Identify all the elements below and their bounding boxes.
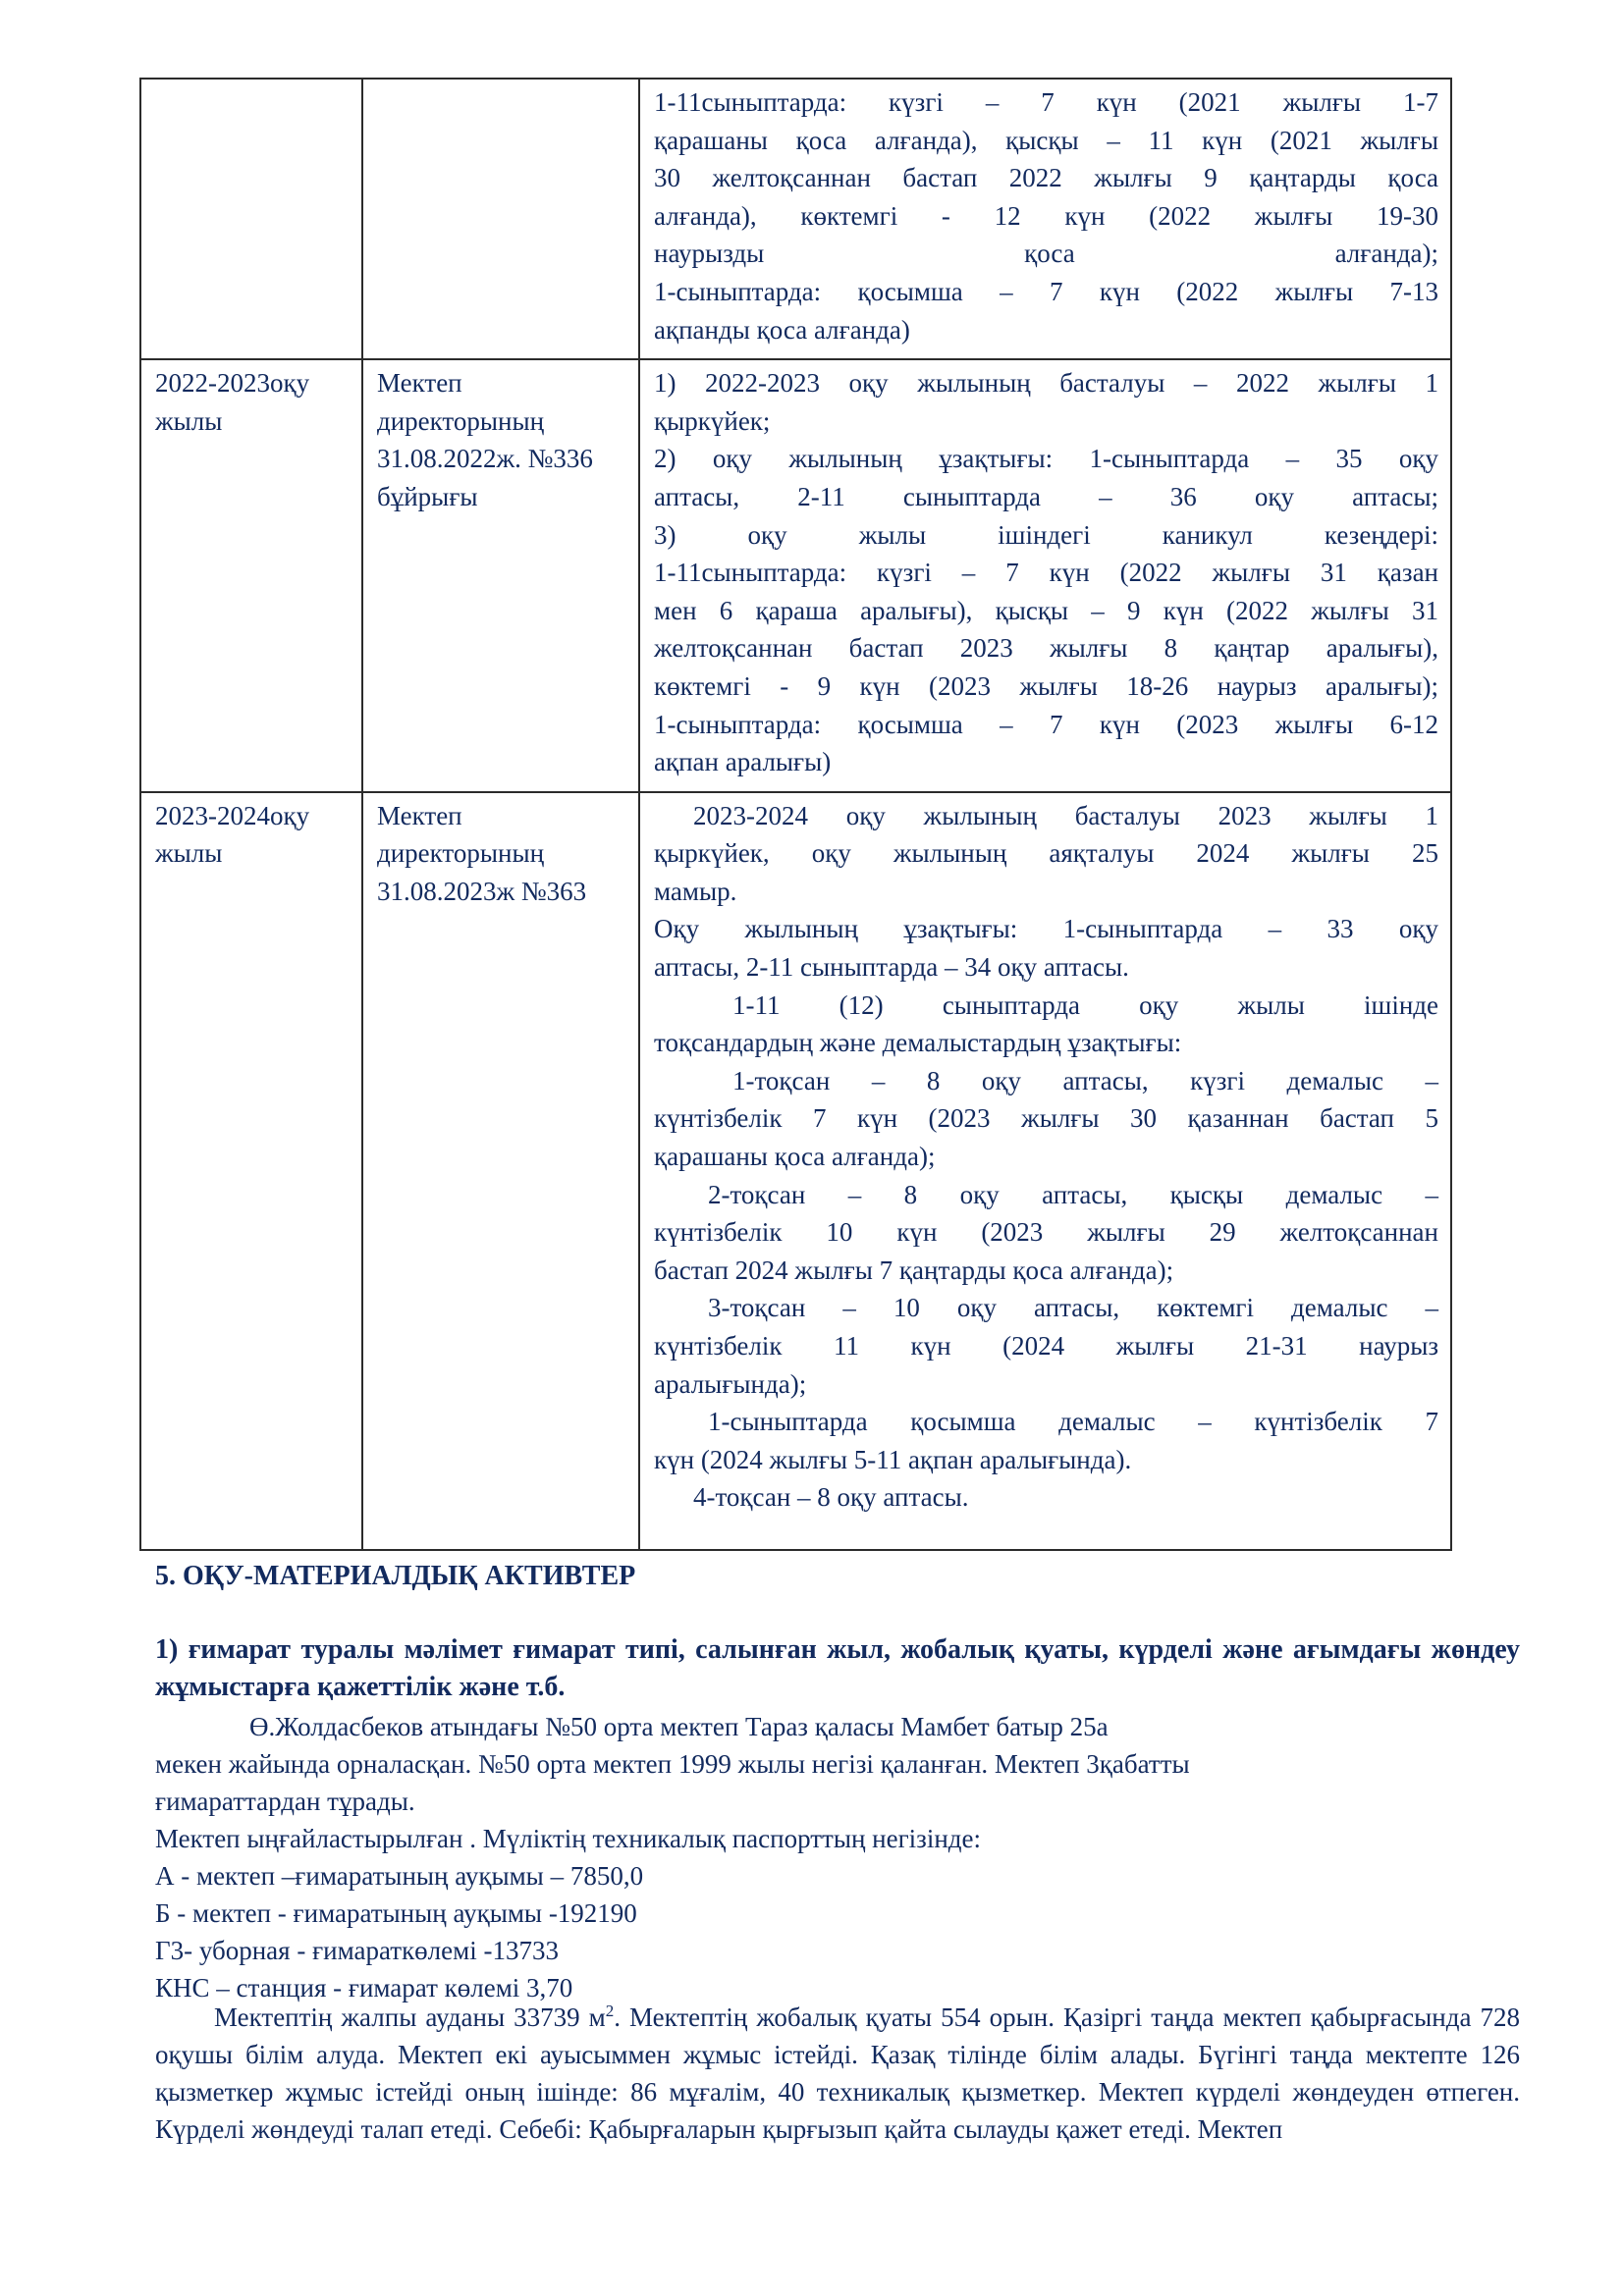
- details-cell: [639, 359, 1451, 792]
- school-area-paragraph: [155, 1999, 1520, 2148]
- passport-line: Мектеп ыңғайластырылған . Мүліктің техникалық паспорттың негізінде:: [155, 1824, 982, 1853]
- address-line: мекен жайында орналасқан. №50 орта мектеп 1999 жылы негізі қаланған. Мектеп 3қабатты: [155, 1749, 1190, 1779]
- detail-line: 1-сыныптарда қосымша демалыс – күнтізбелік 7: [708, 1407, 1438, 1437]
- building-item: КНС – станция - ғимарат көлемі 3,70: [155, 1973, 573, 2002]
- detail-line: 30 желтоқсаннан бастап 2022 жылғы 9 қаңтарды қоса: [654, 163, 1438, 193]
- order-text: Мектеп директорының 31.08.2022ж. №336 бұйрығы: [377, 368, 593, 511]
- detail-line: 3-тоқсан – 10 оқу аптасы, көктемгі демалыс –: [708, 1293, 1438, 1323]
- detail-line: көктемгі - 9 күн (2023 жылғы 18-26 наурыз аралығы);: [654, 670, 1438, 701]
- order-text: Мектеп директорының 31.08.2023ж №363: [377, 800, 587, 906]
- detail-line: аралығында);: [654, 1368, 807, 1399]
- detail-line: 1-11сыныптарда: күзгі – 7 күн (2022 жылғы 31 қазан: [654, 558, 1438, 588]
- detail-line: қыркүйек, оқу жылының аяқталуы 2024 жылғы 25: [654, 838, 1438, 869]
- order-cell: [362, 359, 639, 792]
- detail-line: мен 6 қараша аралығы), қысқы – 9 күн (2022 жылғы 31: [654, 595, 1438, 625]
- year-cell: [140, 79, 362, 359]
- academic-calendar-table: [139, 78, 1452, 1551]
- detail-line: бастап 2024 жылғы 7 қаңтарды қоса алғанда);: [654, 1255, 1174, 1285]
- detail-line: 2) оқу жылының ұзақтығы: 1-сыныптарда – 35 оқу: [654, 444, 1438, 474]
- detail-line: мамыр.: [654, 876, 737, 906]
- order-cell: [362, 79, 639, 359]
- subsection-heading: 1) ғимарат туралы мәлімет ғимарат типі, салынған жыл, жобалық қуаты, күрделі және ағымдағы жөндеу жұмыстарға қажеттілік және т.б.: [155, 1634, 1520, 1702]
- year-text: 2023-2024оқу жылы: [155, 800, 310, 869]
- school-info-block: [155, 1708, 1520, 2006]
- detail-line: 1-11 (12) сыныптарда оқу жылы ішінде: [732, 989, 1438, 1020]
- area-text-continued: . Мектептің жобалық қуаты 554 орын. Қазіргі таңда мектеп қабырғасында 728 оқушы білім алуда. Мектеп екі ауысыммен жұмыс істейді. Қазақ тілінде білім алады. Бүгінгі таңда мектепте 126 қызметкер жұмыс істейді оның ішінде: 86 мұғалім, 40 техникалық қызметкер. Мектеп күрделі жөндеуден өтпеген. Күрделі жөндеуді талап етеді. Себебі: Қабырғаларын қырғызып қайта сылауды қажет етеді. Мектеп: [155, 2002, 1520, 2144]
- detail-line: ақпанды қоса алғанда): [654, 314, 910, 345]
- detail-line: күнтізбелік 7 күн (2023 жылғы 30 қазаннан бастап 5: [654, 1103, 1438, 1134]
- detail-line: 1-тоқсан – 8 оқу аптасы, күзгі демалыс –: [732, 1065, 1438, 1095]
- building-item: Б - мектеп - ғимаратының ауқымы -192190: [155, 1898, 637, 1928]
- area-unit-superscript: 2: [605, 2002, 615, 2020]
- detail-line: тоқсандардың және демалыстардың ұзақтығы:: [654, 1028, 1182, 1058]
- detail-line: 3) оқу жылы ішіндегі каникул кезеңдері:: [654, 519, 1438, 550]
- detail-line: 1-11сыныптарда: күзгі – 7 күн (2021 жылғы 1-7: [654, 87, 1438, 117]
- table-row: [140, 79, 1451, 359]
- detail-line: 2023-2024 оқу жылының басталуы 2023 жылғы 1: [693, 800, 1438, 830]
- table-row: [140, 359, 1451, 792]
- year-text: 2022-2023оқу жылы: [155, 368, 310, 436]
- area-text: Мектептің жалпы ауданы 33739 м: [214, 2002, 606, 2032]
- building-item: А - мектеп –ғимаратының ауқымы – 7850,0: [155, 1861, 644, 1891]
- detail-line: алғанда), көктемгі - 12 күн (2022 жылғы 19-30: [654, 200, 1438, 231]
- detail-line: желтоқсаннан бастап 2023 жылғы 8 қаңтар аралығы),: [654, 633, 1438, 664]
- detail-line: күнтізбелік 11 күн (2024 жылғы 21-31 наурыз: [654, 1331, 1438, 1361]
- year-cell: [140, 359, 362, 792]
- detail-line: 4-тоқсан – 8 оқу аптасы.: [693, 1482, 969, 1513]
- year-cell: [140, 792, 362, 1550]
- detail-line: 1-сыныптарда: қосымша – 7 күн (2023 жылғы 6-12: [654, 709, 1438, 739]
- detail-line: наурызды қоса алғанда);: [654, 239, 1438, 269]
- detail-line: қарашаны қоса алғанда), қысқы – 11 күн (2021 жылғы: [654, 125, 1438, 155]
- detail-line: аптасы, 2-11 сыныптарда – 36 оқу аптасы;: [654, 481, 1438, 511]
- paragraph: [155, 1999, 1520, 2148]
- detail-line: 1-сыныптарда: қосымша – 7 күн (2022 жылғы 7-13: [654, 276, 1438, 306]
- table-row: [140, 792, 1451, 1550]
- detail-line: күн (2024 жылғы 5-11 ақпан аралығында).: [654, 1444, 1132, 1474]
- detail-line: аптасы, 2-11 сыныптарда – 34 оқу аптасы.: [654, 952, 1129, 983]
- detail-line: күнтізбелік 10 күн (2023 жылғы 29 желтоқсаннан: [654, 1217, 1438, 1248]
- address-line: Ө.Жолдасбеков атындағы №50 орта мектеп Тараз қаласы Мамбет батыр 25а: [249, 1712, 1109, 1741]
- address-line: ғимараттардан тұрады.: [155, 1787, 415, 1816]
- details-cell: [639, 79, 1451, 359]
- detail-line: қарашаны қоса алғанда);: [654, 1142, 936, 1172]
- detail-line: 1) 2022-2023 оқу жылының басталуы – 2022 жылғы 1: [654, 368, 1438, 399]
- detail-line: қыркүйек;: [654, 405, 771, 436]
- order-cell: [362, 792, 639, 1550]
- section-heading: 5. ОҚУ-МАТЕРИАЛДЫҚ АКТИВТЕР: [155, 1561, 636, 1591]
- details-cell: [639, 792, 1451, 1550]
- detail-line: 2-тоқсан – 8 оқу аптасы, қысқы демалыс –: [708, 1179, 1438, 1209]
- building-item: Г3- уборная - ғимараткөлемі -13733: [155, 1936, 559, 1965]
- detail-line: Оқу жылының ұзақтығы: 1-сыныптарда – 33 оқу: [654, 914, 1438, 944]
- detail-line: ақпан аралығы): [654, 747, 832, 777]
